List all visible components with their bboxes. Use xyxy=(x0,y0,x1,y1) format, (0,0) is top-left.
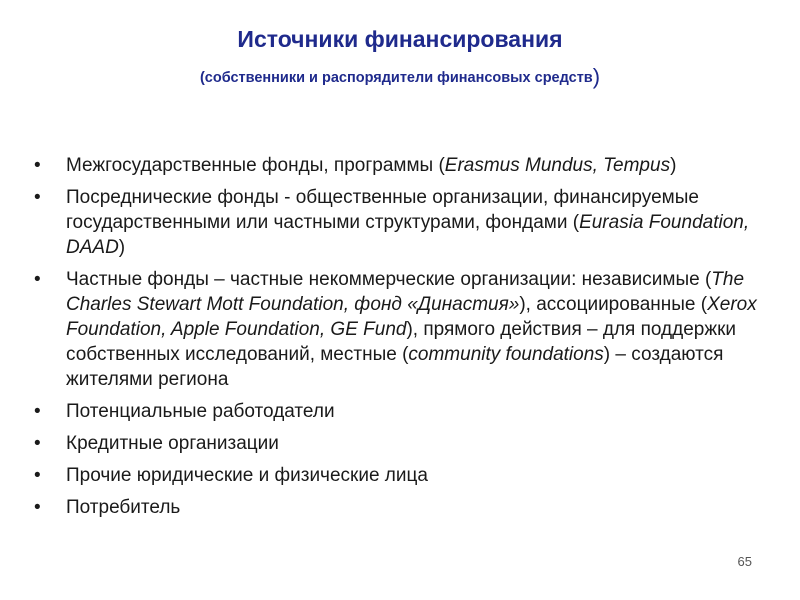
bullet-text: Посреднические фонды - общественные организации, финансируемые государственными или частными структурами, фондами ( xyxy=(66,187,699,233)
list-item xyxy=(0,153,800,178)
bullet-dot-icon: • xyxy=(34,433,41,454)
bullet-dot-icon: • xyxy=(34,187,41,208)
bullet-list xyxy=(0,153,800,527)
bullet-text: Кредитные организации xyxy=(66,433,279,454)
bullet-text-italic: Erasmus Mundus, Tempus xyxy=(444,155,671,176)
bullet-text: ) xyxy=(118,237,126,258)
list-item xyxy=(0,399,800,424)
bullet-text: Потенциальные работодатели xyxy=(66,401,335,422)
bullet-text: Частные фонды – частные некоммерческие организации: независимые ( xyxy=(66,269,712,290)
subtitle-close-paren: ) xyxy=(592,64,601,89)
list-item xyxy=(0,463,800,488)
bullet-text: ) – создаются жителями региона xyxy=(66,344,724,390)
bullet-dot-icon: • xyxy=(34,401,41,422)
bullet-dot-icon: • xyxy=(34,269,41,290)
bullet-text-italic: Xerox Foundation, Apple Foundation, GE Fund xyxy=(66,294,757,340)
list-item xyxy=(0,185,800,260)
bullet-text-italic: Eurasia Foundation, DAAD xyxy=(66,212,750,258)
bullet-dot-icon: • xyxy=(34,465,41,486)
list-item xyxy=(0,495,800,520)
bullet-text-italic: community foundations xyxy=(408,344,604,365)
bullet-text-italic: The Charles Stewart Mott Foundation, фонд «Династия» xyxy=(66,269,745,315)
bullet-dot-icon: • xyxy=(34,155,41,176)
bullet-text: ) xyxy=(670,155,677,176)
bullet-text: Потребитель xyxy=(66,497,181,518)
list-item xyxy=(0,431,800,456)
list-item xyxy=(0,267,800,392)
subtitle-text: (собственники и распорядители финансовых средств xyxy=(199,70,593,86)
page-number: 65 xyxy=(737,554,752,569)
bullet-dot-icon: • xyxy=(34,497,41,518)
bullet-text: ), прямого действия – для поддержки собственных исследований, местные ( xyxy=(66,319,736,365)
bullet-text: Прочие юридические и физические лица xyxy=(66,465,428,486)
slide-title: Источники финансирования xyxy=(237,26,563,52)
bullet-text: Межгосударственные фонды, программы ( xyxy=(66,155,445,176)
slide-subtitle xyxy=(0,64,800,90)
bullet-text: ), ассоциированные ( xyxy=(519,294,708,315)
